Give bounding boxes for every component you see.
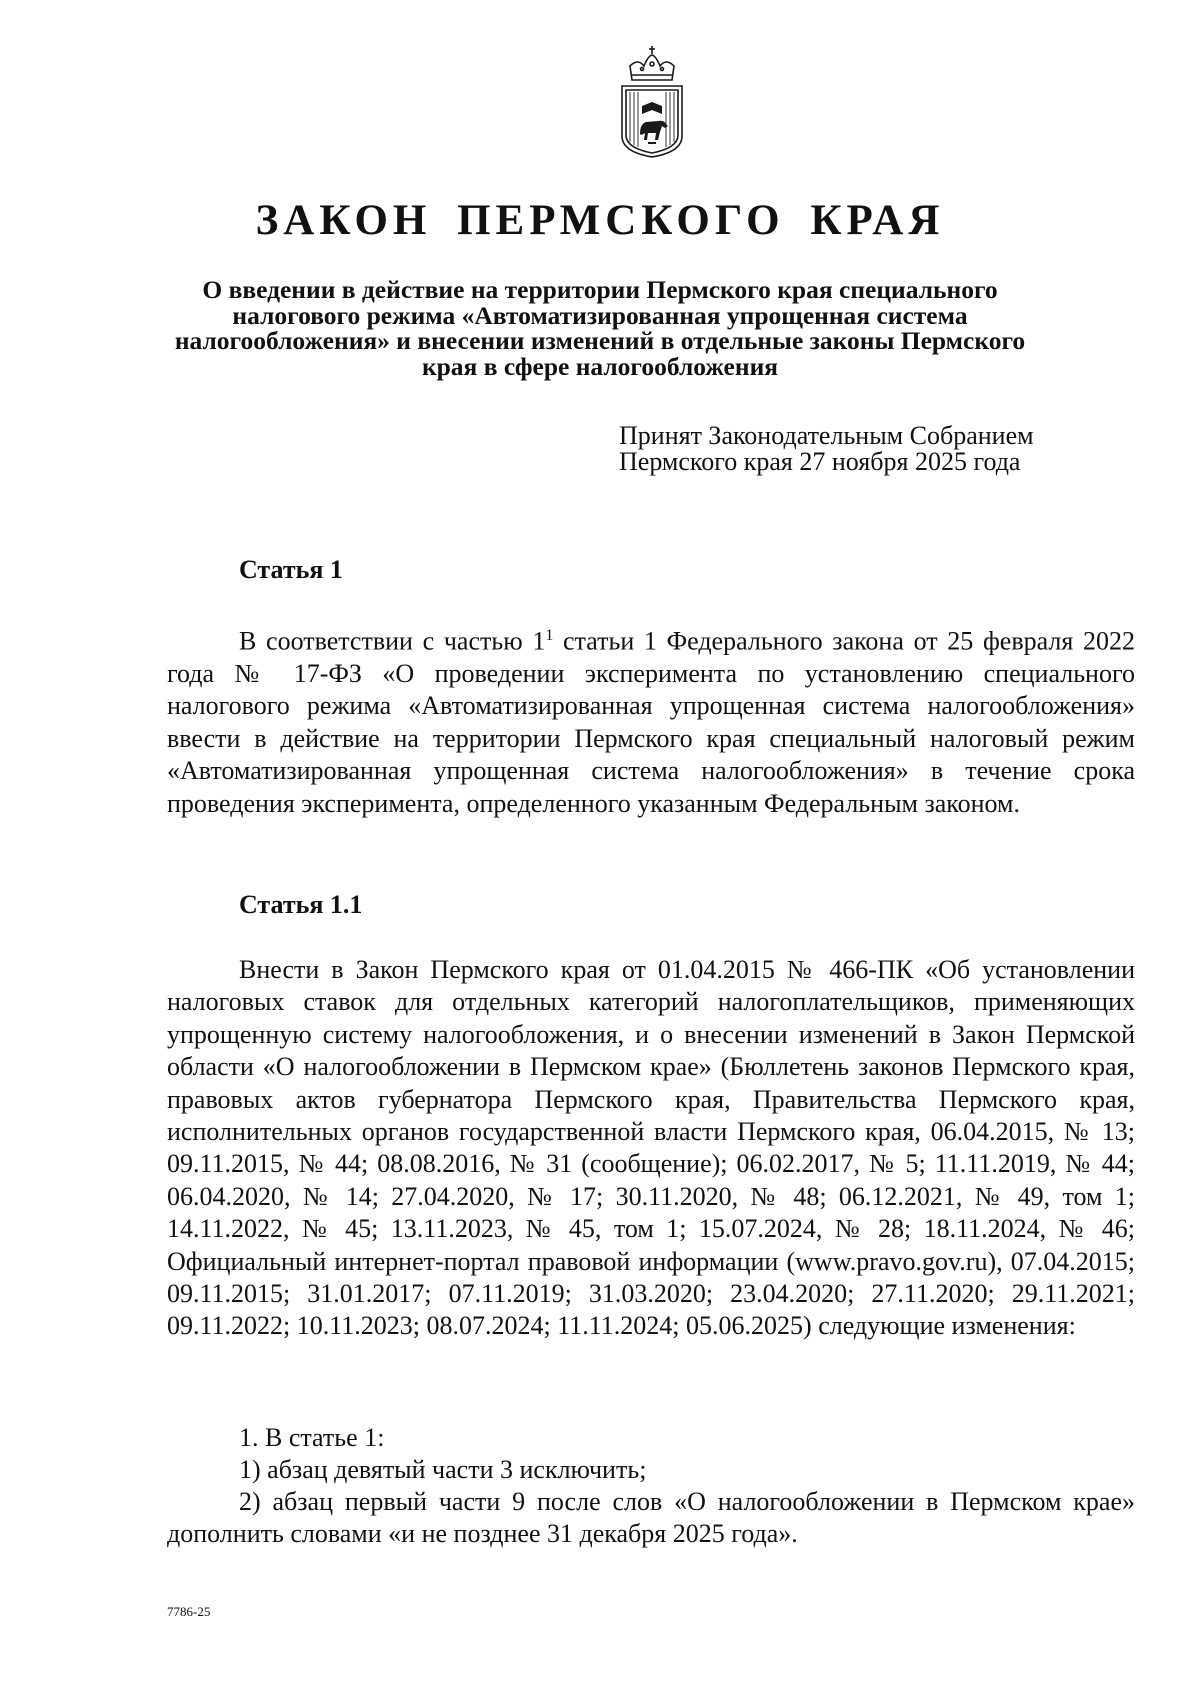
amendment-item-1: 1. В статье 1: [239, 1423, 385, 1452]
amendment-subitem-1: 1) абзац девятый части 3 исключить; [239, 1455, 647, 1484]
article-1-text-end: статьи 1 Федерального закона от 25 февраля 2022 года № 17-ФЗ «О проведении эксперимента по установлению специального налогового режима «Автоматизированная упрощенная система налогообложения» ввести в действие на территории Пермского края специальный налоговый режим «Автоматизированная упрощенная система налогообложения» в течение срока проведения эксперимента, определенного указанным Федеральным законом. [167, 626, 1135, 818]
perm-krai-coat-of-arms-icon [618, 44, 686, 160]
law-title: ЗАКОН ПЕРМСКОГО КРАЯ [255, 197, 945, 244]
article-1-heading: Статья 1 [239, 555, 343, 584]
article-1-superscript: 1 [545, 627, 554, 644]
adoption-note-line-1: Принят Законодательным Собранием [619, 421, 1034, 450]
adoption-note [619, 423, 1034, 475]
document-registration-code: 7786-25 [167, 1604, 211, 1619]
adoption-note-line-2: Пермского края 27 ноября 2025 года [619, 447, 1021, 476]
article-1-1-paragraph: Внести в Закон Пермского края от 01.04.2015 № 466-ПК «Об установлении налоговых ставок для отдельных категорий налогоплательщиков, применяющих упрощенную систему налогообложения, и о внесении изменений в Закон Пермской области «О налогообложении в Пермском крае» (Бюллетень законов Пермского края, правовых актов губернатора Пермского края, Правительства Пермского края, исполнительных органов государственной власти Пермского края, 06.04.2015, № 13; 09.11.2015, № 44; 08.08.2016, № 31 (сообщение); 06.02.2017, № 5; 11.11.2019, № 44; 06.04.2020, № 14; 27.04.2020, № 17; 30.11.2020, № 48; 06.12.2021, № 49, том 1; 14.11.2022, № 45; 13.11.2023, № 45, том 1; 15.07.2024, № 28; 18.11.2024, № 46; Официальный интернет-портал правовой информации (www.pravo.gov.ru), 07.04.2015; 09.11.2015; 31.01.2017; 07.11.2019; 31.03.2020; 23.04.2020; 27.11.2020; 29.11.2021; 09.11.2022; 10.11.2023; 08.07.2024; 11.11.2024; 05.06.2025) следующие изменения: [167, 955, 1135, 1341]
amendment-subitem-2: 2) абзац первый части 9 после слов «О налогообложении в Пермском крае» дополнить словами «и не позднее 31 декабря 2025 года». [167, 1487, 1135, 1549]
article-1-paragraph [167, 620, 1135, 820]
article-1-1-heading: Статья 1.1 [239, 890, 363, 919]
law-subtitle: О введении в действие на территории Пермского края специального налогового режима «Автоматизированная упрощенная система налогообложения» и внесении изменений в отдельные законы Пермского края в сфере налогообложения [174, 275, 1026, 381]
article-1-text-start: В соответствии с частью 1 [239, 626, 546, 656]
